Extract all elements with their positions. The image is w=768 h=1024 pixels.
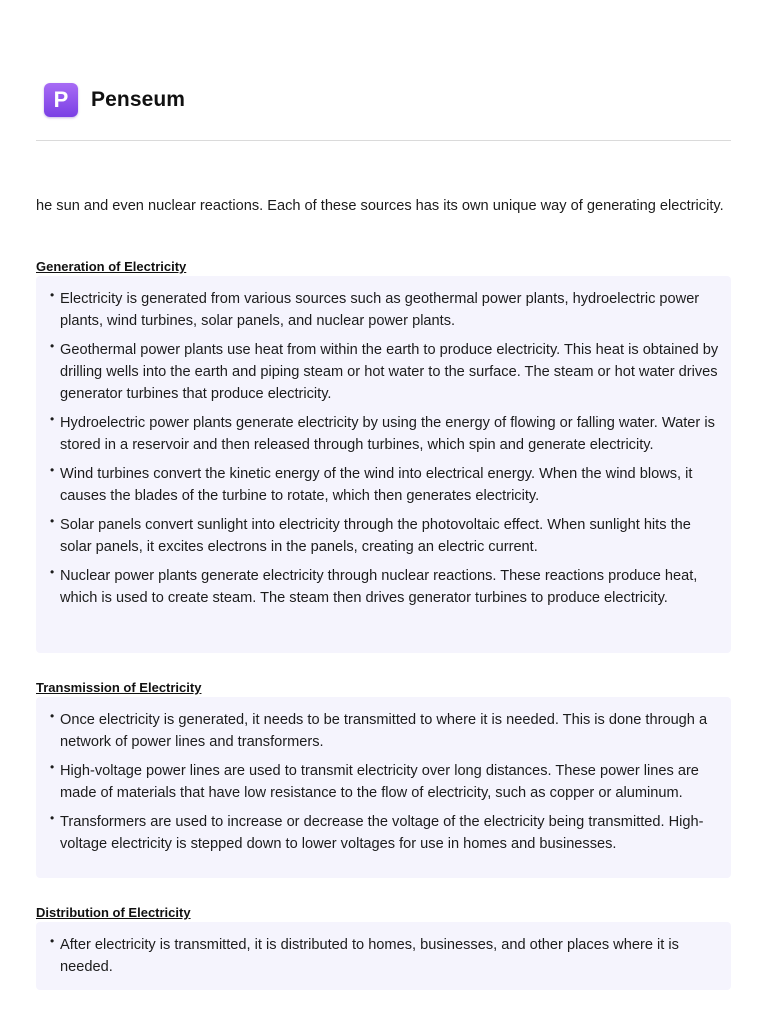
list-item [48,760,721,804]
list-item-text: Hydroelectric power plants generate electricity by using the energy of flowing or falling water. Water is stored in a reservoir and then released through turbines, which spin and generate electricity. [60,415,715,453]
section-box-generation [36,276,731,653]
list-item [48,463,721,507]
list-item-text: Once electricity is generated, it needs to be transmitted to where it is needed. This is done through a network of power lines and transformers. [60,712,708,750]
bullet-icon: • [50,760,55,774]
list-item [48,514,721,558]
list-item [48,934,721,978]
penseum-logo-icon[interactable] [44,83,78,117]
section-title-generation: Generation of Electricity [36,259,187,274]
bullet-list-transmission [48,709,721,855]
list-item-text: After electricity is transmitted, it is distributed to homes, businesses, and other places where it is needed. [60,937,679,975]
bullet-icon: • [50,934,55,948]
bullet-list-generation [48,288,721,609]
list-item [48,339,721,405]
bullet-icon: • [50,288,55,302]
list-item-text: Transformers are used to increase or decrease the voltage of the electricity being transmitted. High-voltage electricity is stepped down to lower voltages for use in homes and businesses. [60,814,704,852]
bullet-icon: • [50,811,55,825]
logo-letter: P [53,87,69,112]
list-item [48,288,721,332]
section-title-distribution: Distribution of Electricity [36,905,191,920]
intro-paragraph: he sun and even nuclear reactions. Each of these sources has its own unique way of generating electricity. [36,198,724,214]
list-item-text: Solar panels convert sunlight into electricity through the photovoltaic effect. When sunlight hits the solar panels, it excites electrons in the panels, creating an electric current. [60,517,691,555]
list-item-text: Geothermal power plants use heat from within the earth to produce electricity. This heat is obtained by drilling wells into the earth and piping steam or hot water to the surface. The steam or hot water drives generator turbines that produce electricity. [60,342,719,402]
list-item-text: Nuclear power plants generate electricity through nuclear reactions. These reactions produce heat, which is used to create steam. The steam then drives generator turbines to produce electricity. [60,568,698,606]
brand-name[interactable]: Penseum [91,88,186,111]
section-box-distribution [36,922,731,990]
bullet-icon: • [50,514,55,528]
list-item-text: Wind turbines convert the kinetic energy of the wind into electrical energy. When the wind blows, it causes the blades of the turbine to rotate, which then generates electricity. [60,466,693,504]
app-header [36,82,185,118]
section-box-transmission [36,697,731,878]
list-item-text: High-voltage power lines are used to transmit electricity over long distances. These power lines are made of materials that have low resistance to the flow of electricity, such as copper or aluminum. [60,763,699,801]
bullet-icon: • [50,412,55,426]
bullet-icon: • [50,709,55,723]
bullet-icon: • [50,339,55,353]
bullet-icon: • [50,565,55,579]
list-item [48,709,721,753]
bullet-list-distribution [48,934,721,978]
list-item-text: Electricity is generated from various sources such as geothermal power plants, hydroelectric power plants, wind turbines, solar panels, and nuclear power plants. [60,291,700,329]
list-item [48,412,721,456]
list-item [48,565,721,609]
list-item [48,811,721,855]
header-divider [36,140,731,141]
bullet-icon: • [50,463,55,477]
section-title-transmission: Transmission of Electricity [36,680,202,695]
